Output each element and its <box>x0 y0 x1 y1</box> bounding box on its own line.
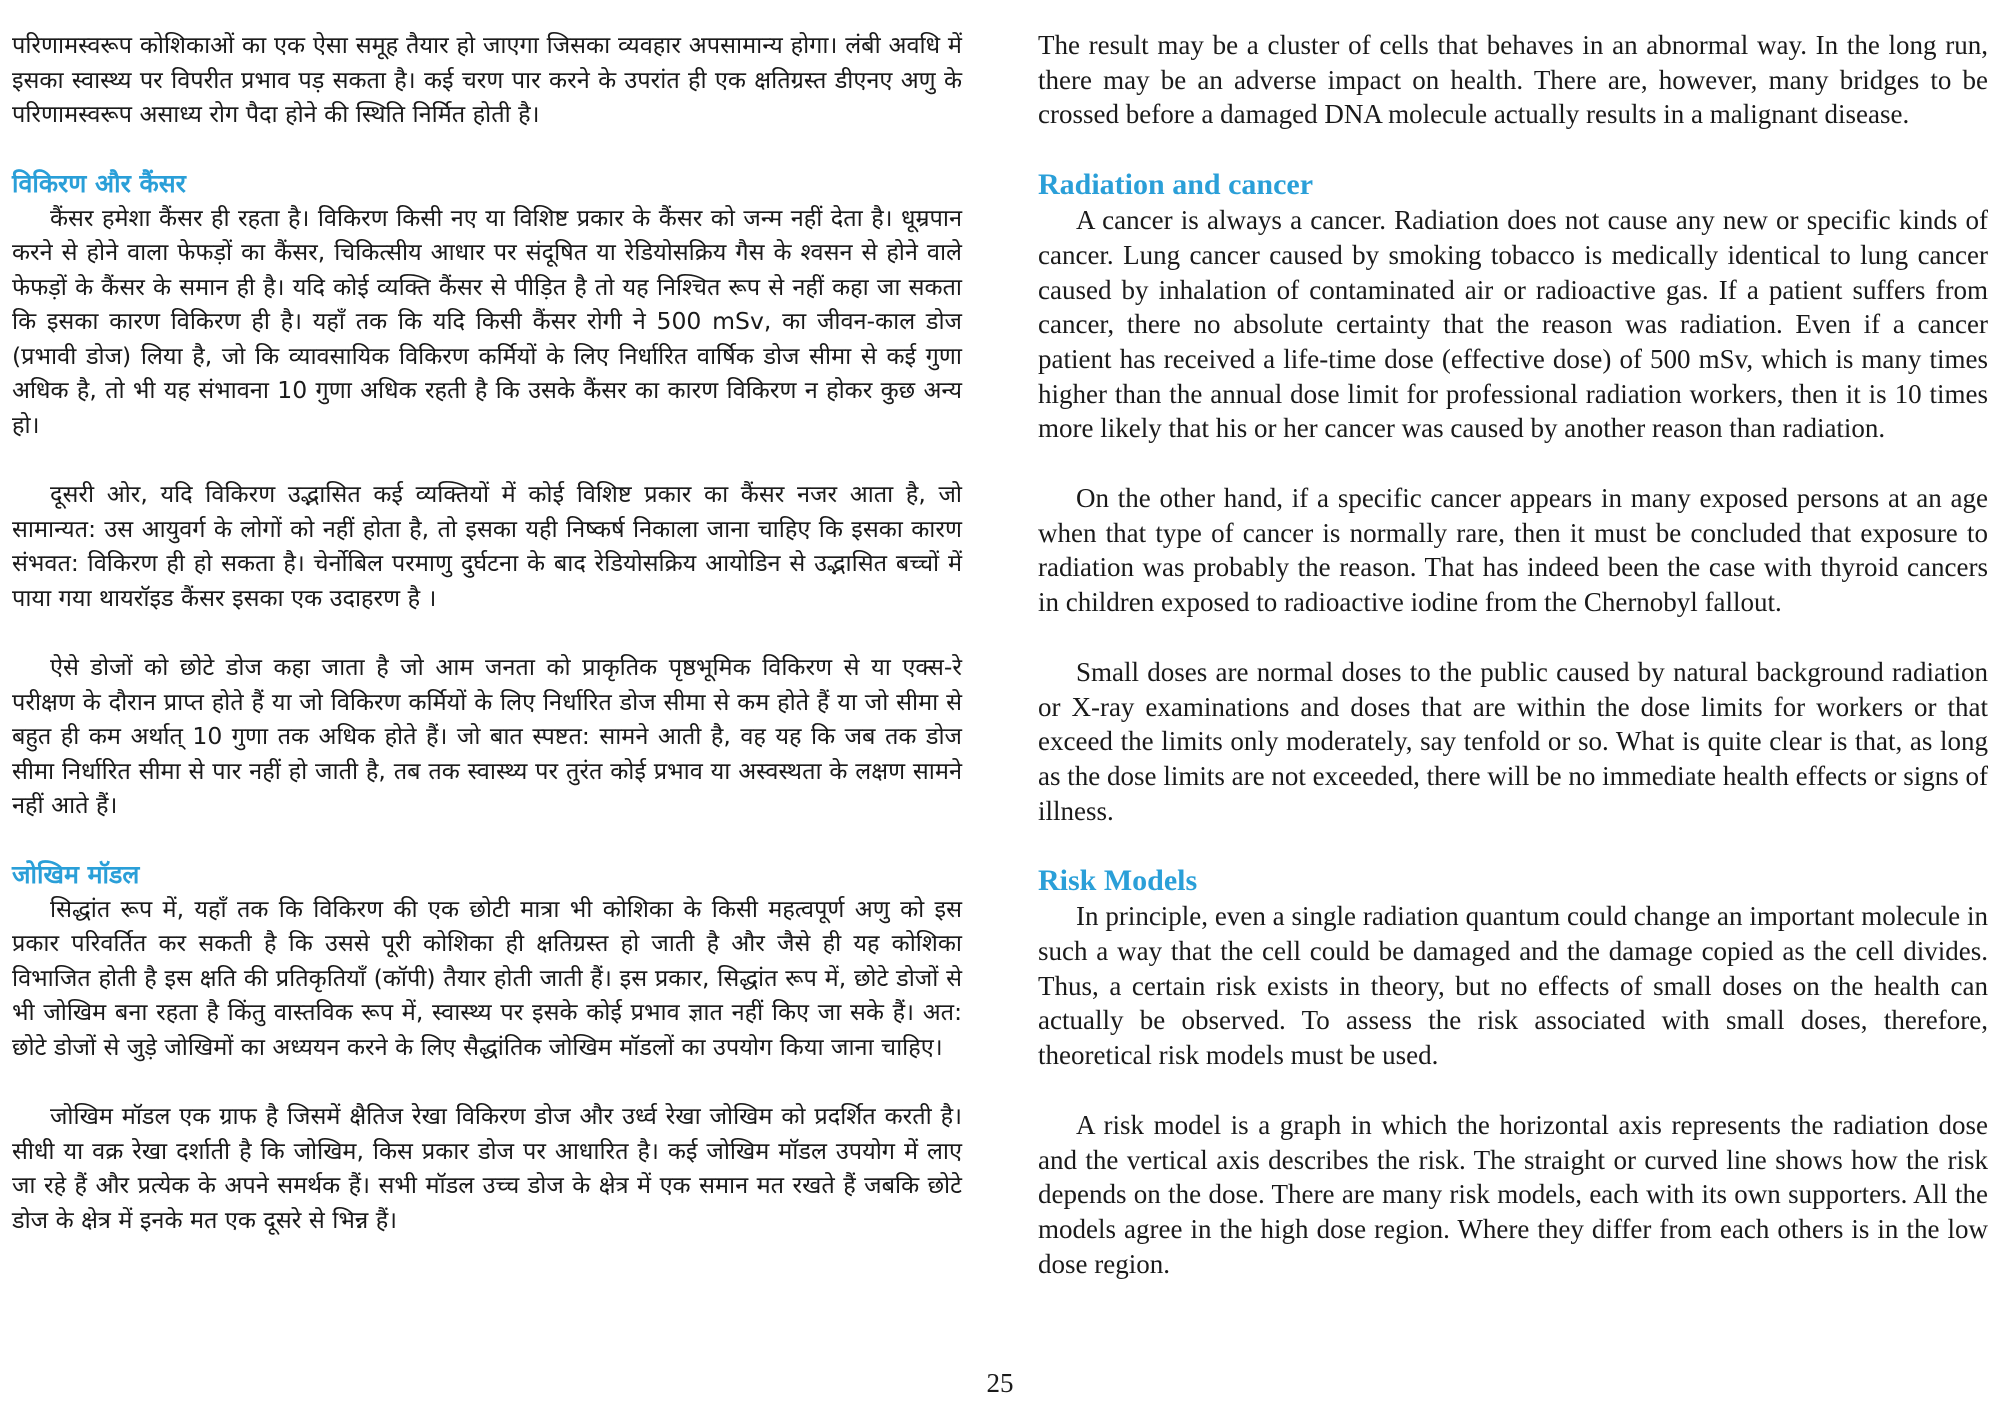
hindi-column <box>12 28 962 1237</box>
english-column <box>1038 28 1988 1281</box>
english-radiation-paragraph-2: On the other hand, if a specific cancer appears in many exposed persons at an age when that type of cancer is normally rare, then it must be concluded that exposure to radiation was probably the reason. That has indeed been the case with thyroid cancers in children exposed to radioactive iodine from the Chernobyl fallout. <box>1038 483 1988 618</box>
hindi-radiation-paragraph-1: कैंसर हमेशा कैंसर ही रहता है। विकिरण किसी नए या विशिष्ट प्रकार के कैंसर को जन्म नहीं देता है। धूम्रपान करने से होने वाला फेफड़ों का कैंसर, चिकित्सीय आधार पर संदूषित या रेडियोसक्रिय गैस के श्वसन से होने वाले फेफड़ों के कैंसर के समान ही है। यदि कोई व्यक्ति कैंसर से पीड़ित है तो यह निश्चित रूप से नहीं कहा जा सकता कि इसका कारण विकिरण ही है। यहाँ तक कि यदि किसी कैंसर रोगी ने 500 mSv, का जीवन-काल डोज (प्रभावी डोज) लिया है, जो कि व्यावसायिक विकिरण कर्मियों के लिए निर्धारित वार्षिक डोज सीमा से कई गुणा अधिक है, तो भी यह संभावना 10 गुणा अधिक रहती है कि उसके कैंसर का कारण विकिरण न होकर कुछ अन्य हो। <box>12 203 962 439</box>
hindi-intro-paragraph: परिणामस्वरूप कोशिकाओं का एक ऐसा समूह तैयार हो जाएगा जिसका व्यवहार अपसामान्य होगा। लंबी अवधि में इसका स्वास्थ्य पर विपरीत प्रभाव पड़ सकता है। कई चरण पार करने के उपरांत ही एक क्षतिग्रस्त डीएनए अणु के परिणामस्वरूप असाध्य रोग पैदा होने की स्थिति निर्मित होती है। <box>12 31 962 128</box>
hindi-radiation-paragraph-3: ऐसे डोजों को छोटे डोज कहा जाता है जो आम जनता को प्राकृतिक पृष्ठभूमिक विकिरण से या एक्स-रे परीक्षण के दौरान प्राप्त होते हैं या जो विकिरण कर्मियों के लिए निर्धारित डोज सीमा से कम होते हैं या जो सीमा से बहुत ही कम अर्थात् 10 गुणा तक अधिक होते हैं। जो बात स्पष्टत: सामने आती है, वह यह कि जब तक डोज सीमा निर्धारित सीमा से पार नहीं हो जाती है, तब तक स्वास्थ्य पर तुरंत कोई प्रभाव या अस्वस्थता के लक्षण सामने नहीं आते हैं। <box>12 653 962 819</box>
english-heading-risk-models: Risk Models <box>1038 864 1198 898</box>
english-risk-paragraph-1: In principle, even a single radiation quantum could change an important molecule in such a way that the cell could be damaged and the damage copied as the cell divides. Thus, a certain risk exists in theory, but no effects of small doses on the health can actually be observed. To assess the risk associated with small doses, therefore, theoretical risk models must be used. <box>1038 901 1988 1071</box>
english-intro-paragraph: The result may be a cluster of cells that behaves in an abnormal way. In the long run, there may be an adverse impact on health. There are, however, many bridges to be crossed before a damaged DNA molecule actually results in a malignant disease. <box>1038 30 1988 130</box>
english-risk-paragraph-2: A risk model is a graph in which the horizontal axis represents the radiation dose and the vertical axis describes the risk. The straight or curved line shows how the risk depends on the dose. There are many risk models, each with its own supporters. All the models agree in the high dose region. Where they differ from each others is in the low dose region. <box>1038 1109 1988 1279</box>
page-number: 25 <box>986 1368 1014 1398</box>
english-heading-radiation-cancer: Radiation and cancer <box>1038 168 1314 202</box>
hindi-risk-paragraph-2: जोखिम मॉडल एक ग्राफ है जिसमें क्षैतिज रेखा विकिरण डोज और उर्ध्व रेखा जोखिम को प्रदर्शित करती है। सीधी या वक्र रेखा दर्शाती है कि जोखिम, किस प्रकार डोज पर आधारित है। कई जोखिम मॉडल उपयोग में लाए जा रहे हैं और प्रत्येक के अपने समर्थक हैं। सभी मॉडल उच्च डोज के क्षेत्र में एक समान मत रखते हैं जबकि छोटे डोज के क्षेत्र में इनके मत एक दूसरे से भिन्न हैं। <box>12 1102 962 1234</box>
english-radiation-paragraph-3: Small doses are normal doses to the public caused by natural background radiation or X-ray examinations and doses that are within the dose limits for workers or that exceed the limits only moderately, say tenfold or so. What is quite clear is that, as long as the dose limits are not exceeded, there will be no immediate health effects or signs of illness. <box>1038 656 1988 826</box>
english-radiation-paragraph-1: A cancer is always a cancer. Radiation does not cause any new or specific kinds of cancer. Lung cancer caused by smoking tobacco is medically identical to lung cancer caused by inhalation of contaminated air or radioactive gas. If a patient suffers from cancer, there no absolute certainty that the reason was radiation. Even if a cancer patient has received a life-time dose (effective dose) of 500 mSv, which is many times higher than the annual dose limit for professional radiation workers, then it is 10 times more likely that his or her cancer was caused by another reason than radiation. <box>1038 205 1988 444</box>
hindi-heading-radiation-cancer: विकिरण और कैंसर <box>12 168 186 198</box>
hindi-radiation-paragraph-2: दूसरी ओर, यदि विकिरण उद्भासित कई व्यक्तियों में कोई विशिष्ट प्रकार का कैंसर नजर आता है, जो सामान्यत: उस आयुवर्ग के लोगों को नहीं होता है, तो इसका यही निष्कर्ष निकाला जाना चाहिए कि इसका कारण संभवत: विकिरण ही हो सकता है। चेर्नोबिल परमाणु दुर्घटना के बाद रेडियोसक्रिय आयोडिन से उद्भासित बच्चों में पाया गया थायरॉइड कैंसर इसका एक उदाहरण है । <box>12 480 962 612</box>
hindi-risk-paragraph-1: सिद्धांत रूप में, यहाँ तक कि विकिरण की एक छोटी मात्रा भी कोशिका के किसी महत्वपूर्ण अणु को इस प्रकार परिवर्तित कर सकती है कि उससे पूरी कोशिका ही क्षतिग्रस्त हो जाती है और जैसे ही यह कोशिका विभाजित होती है इस क्षति की प्रतिकृतियाँ (कॉपी) तैयार होती जाती हैं। इस प्रकार, सिद्धांत रूप में, छोटे डोजों से भी जोखिम बना रहता है किंतु वास्तविक रूप में, स्वास्थ्य पर इसके कोई प्रभाव ज्ञात नहीं किए जा सके हैं। अत: छोटे डोजों से जुड़े जोखिमों का अध्ययन करने के लिए सैद्धांतिक जोखिम मॉडलों का उपयोग किया जाना चाहिए। <box>12 894 962 1061</box>
hindi-heading-risk-models: जोखिम मॉडल <box>12 859 140 889</box>
